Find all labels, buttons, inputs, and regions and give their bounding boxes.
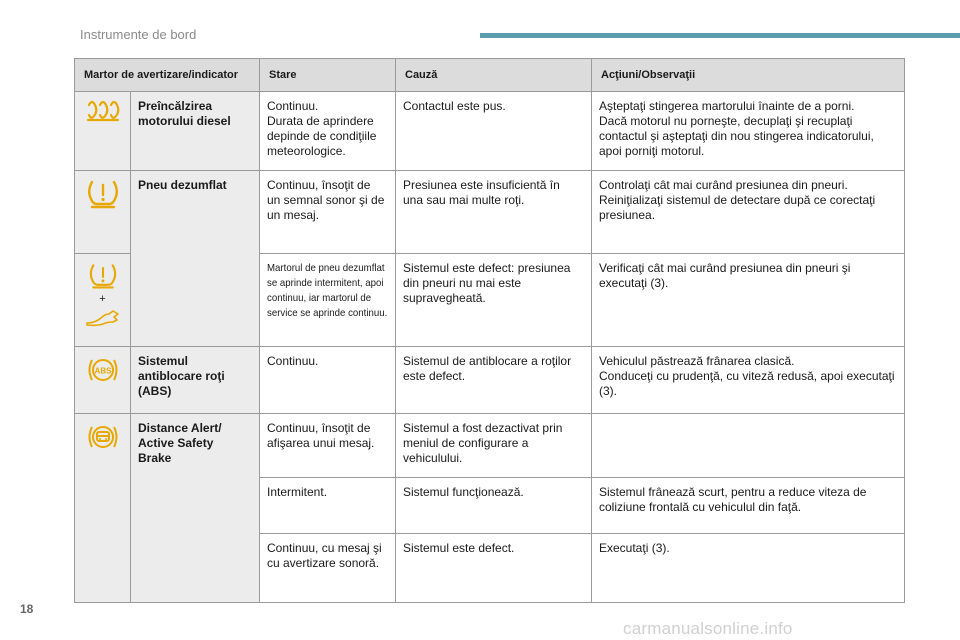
cause-cell: Sistemul este defect. (396, 534, 592, 603)
table-row (75, 92, 905, 171)
actions-cell: Aşteptaţi stingerea martorului înainte de a porni. Dacă motorul nu porneşte, decuplaţi şi recuplaţi contactul şi aşteptaţi din nou stingerea indicatorului, apoi porniţi motorul. (592, 92, 905, 171)
warning-lights-table (74, 58, 905, 603)
plus-sign: + (99, 293, 106, 305)
indicator-icon-cell (75, 347, 131, 414)
header-actions: Acţiuni/Observaţii (592, 59, 905, 92)
header-cause: Cauză (396, 59, 592, 92)
cause-cell: Sistemul funcţionează. (396, 478, 592, 534)
tyre-pressure-icon (75, 179, 130, 209)
indicator-name: Pneu dezumflat (131, 171, 260, 347)
section-title: Instrumente de bord (80, 27, 197, 42)
state-cell (260, 254, 396, 347)
indicator-name: Distance Alert/ Active Safety Brake (131, 414, 260, 603)
indicator-name: Preîncălzirea motorului diesel (131, 92, 260, 171)
table-row (75, 171, 905, 254)
state-cell: Intermitent. (260, 478, 396, 534)
actions-cell: Vehiculul păstrează frânarea clasică. Conduceţi cu prudenţă, cu viteză redusă, apoi executaţi (3). (592, 347, 905, 414)
table-row (75, 347, 905, 414)
svg-text:ABS: ABS (94, 366, 111, 376)
state-cell: Continuu, însoţit de afişarea unui mesaj. (260, 414, 396, 478)
cause-cell: Presiunea este insuficientă în una sau mai multe roţi. (396, 171, 592, 254)
collision-alert-icon (75, 422, 130, 452)
header-indicator: Martor de avertizare/indicator (75, 59, 260, 92)
state-cell: Continuu, cu mesaj şi cu avertizare sonoră. (260, 534, 396, 603)
cause-cell: Sistemul a fost dezactivat prin meniul de configurare a vehiculului. (396, 414, 592, 478)
watermark: carmanualsonline.info (623, 619, 793, 638)
abs-icon (75, 355, 130, 385)
wrench-service-icon (75, 309, 130, 327)
cause-cell: Sistemul este defect: presiunea din pneuri nu mai este supravegheată. (396, 254, 592, 347)
actions-cell: Verificaţi cât mai curând presiunea din pneuri şi executaţi (3). (592, 254, 905, 347)
cause-cell: Sistemul de antiblocare a roţilor este defect. (396, 347, 592, 414)
actions-cell: Executaţi (3). (592, 534, 905, 603)
table-header-row (75, 59, 905, 92)
header-accent-bar (480, 33, 960, 38)
state-cell: Continuu, însoţit de un semnal sonor şi de un mesaj. (260, 171, 396, 254)
actions-cell: Sistemul frânează scurt, pentru a reduce viteza de coliziune frontală cu vehiculul din faţă. (592, 478, 905, 534)
indicator-icon-cell (75, 254, 131, 347)
cause-cell: Contactul este pus. (396, 92, 592, 171)
indicator-icon-cell (75, 171, 131, 254)
indicator-icon-cell (75, 92, 131, 171)
actions-cell (592, 414, 905, 478)
indicator-name: Sistemul antiblocare roţi (ABS) (131, 347, 260, 414)
state-cell: Continuu. Durata de aprindere depinde de condiţiile meteorologice. (260, 92, 396, 171)
page-number: 18 (20, 602, 34, 616)
state-cell: Continuu. (260, 347, 396, 414)
header-state: Stare (260, 59, 396, 92)
table-row (75, 414, 905, 478)
indicator-icon-cell (75, 414, 131, 603)
tyre-pressure-icon (75, 262, 130, 290)
glow-plug-icon (75, 100, 130, 122)
state-text: Martorul de pneu dezumflat se aprinde intermitent, apoi continuu, iar martorul de service se aprinde continuu. (267, 262, 388, 319)
actions-cell: Controlaţi cât mai curând presiunea din pneuri. Reiniţializaţi sistemul de detectare după ce corectaţi presiunea. (592, 171, 905, 254)
